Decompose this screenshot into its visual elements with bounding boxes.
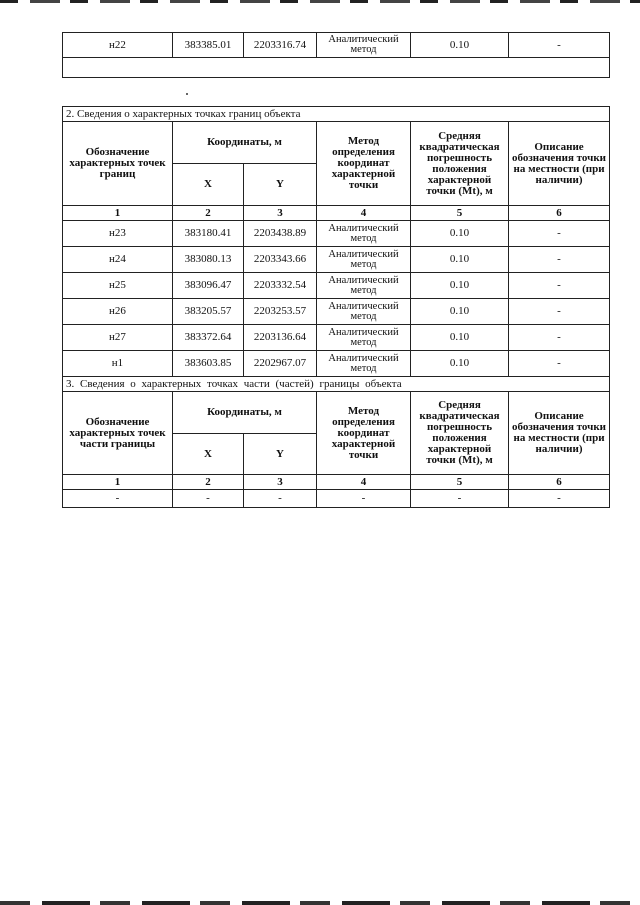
header-method: Метод определения координат характерной точки	[317, 392, 411, 475]
column-number: 3	[244, 475, 317, 490]
column-number: 6	[509, 475, 610, 490]
coord-x: 383080.13	[173, 247, 244, 273]
method: Аналитический метод	[317, 33, 411, 58]
description: -	[509, 490, 610, 508]
description: -	[509, 299, 610, 325]
coord-y: 2203136.64	[244, 325, 317, 351]
column-number: 5	[411, 206, 509, 221]
point-name: н27	[63, 325, 173, 351]
point-name: н22	[63, 33, 173, 58]
coord-y: 2202967.07	[244, 351, 317, 377]
mt-value: 0.10	[411, 351, 509, 377]
coord-x: 383180.41	[173, 221, 244, 247]
description: -	[509, 351, 610, 377]
coord-y: 2203332.54	[244, 273, 317, 299]
table-row	[63, 351, 610, 377]
coord-x: 383096.47	[173, 273, 244, 299]
description: -	[509, 221, 610, 247]
header-x: X	[173, 434, 244, 475]
header-coords: Координаты, м	[173, 392, 317, 434]
continuation-table	[62, 32, 610, 78]
mt-value: -	[411, 490, 509, 508]
header-coords: Координаты, м	[173, 122, 317, 164]
mt-value: 0.10	[411, 221, 509, 247]
column-number: 1	[63, 206, 173, 221]
description: -	[509, 33, 610, 58]
scan-edge-bottom	[0, 901, 640, 905]
description: -	[509, 273, 610, 299]
point-name: н25	[63, 273, 173, 299]
scan-speck	[186, 93, 188, 95]
section-title-row	[63, 107, 610, 122]
mt-value: 0.10	[411, 299, 509, 325]
table-row	[63, 325, 610, 351]
coord-y: 2203438.89	[244, 221, 317, 247]
column-number: 4	[317, 206, 411, 221]
description: -	[509, 247, 610, 273]
coord-y: -	[244, 490, 317, 508]
column-number: 3	[244, 206, 317, 221]
coord-x: 383205.57	[173, 299, 244, 325]
table-row	[63, 299, 610, 325]
method: -	[317, 490, 411, 508]
header-mt: Средняя квадратическая погрешность положения характерной точки (Mt), м	[411, 122, 509, 206]
header-mt: Средняя квадратическая погрешность положения характерной точки (Mt), м	[411, 392, 509, 475]
coord-x: 383372.64	[173, 325, 244, 351]
section-2-title: 2. Сведения о характерных точках границ объекта	[63, 107, 610, 122]
coord-x: 383603.85	[173, 351, 244, 377]
table-row	[63, 490, 610, 508]
column-number: 1	[63, 475, 173, 490]
header-x: X	[173, 164, 244, 206]
empty-row	[63, 58, 610, 78]
description: -	[509, 325, 610, 351]
header-method: Метод определения координат характерной точки	[317, 122, 411, 206]
table-row	[63, 273, 610, 299]
mt-value: 0.10	[411, 33, 509, 58]
point-name: н24	[63, 247, 173, 273]
table-row	[63, 221, 610, 247]
header-row	[63, 392, 610, 434]
method: Аналитический метод	[317, 299, 411, 325]
table-row	[63, 33, 610, 58]
method: Аналитический метод	[317, 351, 411, 377]
header-y: Y	[244, 434, 317, 475]
column-number: 2	[173, 206, 244, 221]
point-name: -	[63, 490, 173, 508]
column-numbers-row	[63, 475, 610, 490]
header-description: Описание обозначения точки на местности (при наличии)	[509, 392, 610, 475]
header-description: Описание обозначения точки на местности (при наличии)	[509, 122, 610, 206]
column-number: 2	[173, 475, 244, 490]
coord-x: 383385.01	[173, 33, 244, 58]
column-number: 5	[411, 475, 509, 490]
header-designation: Обозначение характерных точек границ	[63, 122, 173, 206]
point-name: н23	[63, 221, 173, 247]
table-row	[63, 247, 610, 273]
column-number: 6	[509, 206, 610, 221]
coord-y: 2203343.66	[244, 247, 317, 273]
column-numbers-row	[63, 206, 610, 221]
mt-value: 0.10	[411, 247, 509, 273]
method: Аналитический метод	[317, 273, 411, 299]
boundary-points-table	[62, 106, 610, 508]
header-designation: Обозначение характерных точек части границы	[63, 392, 173, 475]
header-row	[63, 122, 610, 164]
section-3-title: 3. Сведения о характерных точках части (частей) границы объекта	[63, 377, 610, 392]
coord-y: 2203316.74	[244, 33, 317, 58]
coord-x: -	[173, 490, 244, 508]
mt-value: 0.10	[411, 273, 509, 299]
column-number: 4	[317, 475, 411, 490]
method: Аналитический метод	[317, 247, 411, 273]
section-title-row	[63, 377, 610, 392]
method: Аналитический метод	[317, 221, 411, 247]
coord-y: 2203253.57	[244, 299, 317, 325]
mt-value: 0.10	[411, 325, 509, 351]
point-name: н26	[63, 299, 173, 325]
point-name: н1	[63, 351, 173, 377]
scan-edge-top	[0, 0, 640, 3]
method: Аналитический метод	[317, 325, 411, 351]
header-y: Y	[244, 164, 317, 206]
